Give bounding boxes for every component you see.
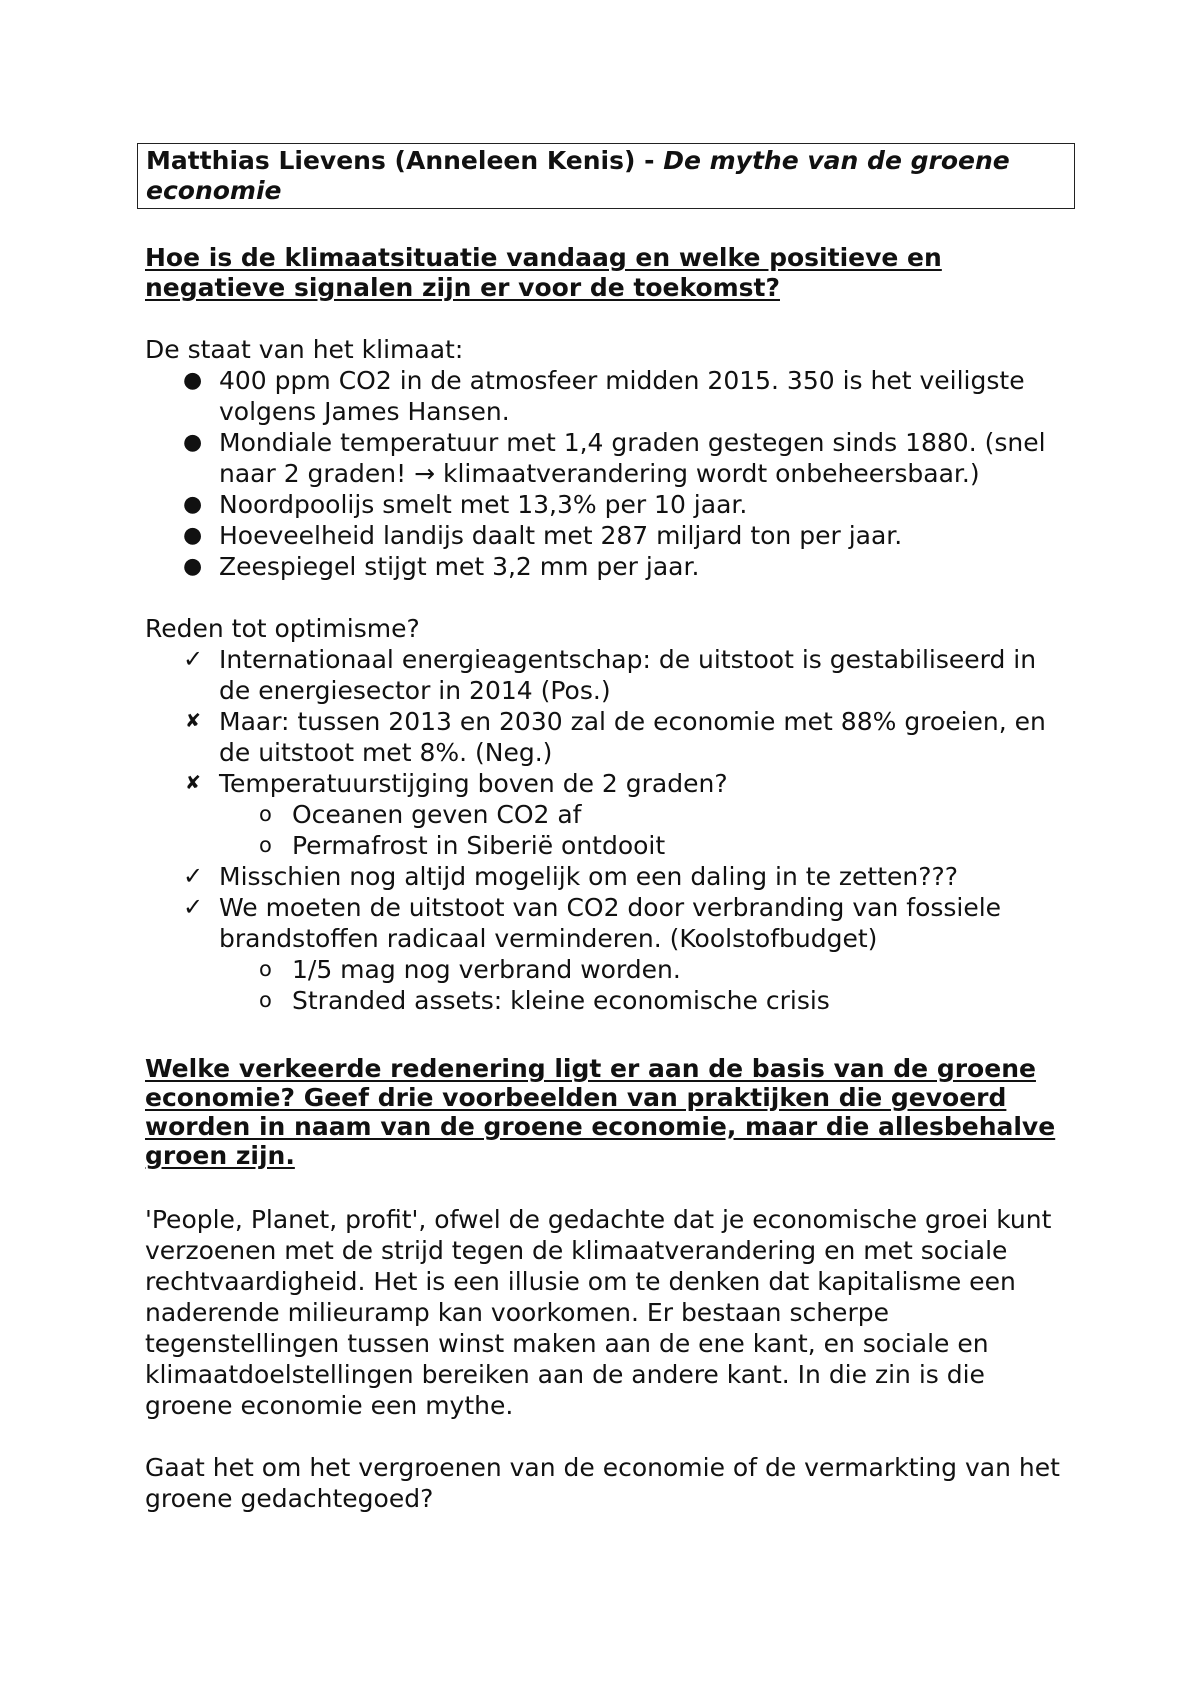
list-item: ● 400 ppm CO2 in de atmosfeer midden 2015. 350 is het veiligste volgens James Hansen. <box>183 366 1025 426</box>
state-list <box>145 365 1075 582</box>
list-item: ✓ We moeten de uitstoot van CO2 door verbranding van fossiele brandstoffen radicaal verminderen. (Koolstofbudget) o 1/5 mag nog verbrand worden. o Stranded assets: kleine economische crisis <box>145 892 1075 1016</box>
bullet-icon: ● <box>183 554 203 579</box>
question-heading-2: Welke verkeerde redenering ligt er aan de basis van de groene economie? Geef drie voorbeelden van praktijken die gevoerd worden in naam van de groene economie, maar die allesbehalve groen zijn. <box>145 1054 1056 1170</box>
sub-list-item: o Permafrost in Siberië ontdooit <box>259 831 666 860</box>
question-heading-1: Hoe is de klimaatsituatie vandaag en welke positieve en negatieve signalen zijn er voor de toekomst? <box>145 243 942 302</box>
sub-list <box>219 954 1075 1016</box>
list-item: ● Mondiale temperatuur met 1,4 graden gestegen sinds 1880. (snel naar 2 graden! → klimaatverandering wordt onbeheersbaar.) <box>183 428 1046 488</box>
paragraph-2: Gaat het om het vergroenen van de economie of de vermarkting van het groene gedachtegoed? <box>145 1453 1060 1513</box>
circle-bullet-icon: o <box>259 802 272 826</box>
sub-list <box>219 799 1075 861</box>
bullet-icon: ● <box>183 430 203 455</box>
cross-icon: ✘ <box>185 772 201 794</box>
circle-bullet-icon: o <box>259 988 272 1012</box>
state-label: De staat van het klimaat: <box>145 335 464 364</box>
title-authors: Matthias Lievens (Anneleen Kenis) - <box>146 146 664 175</box>
check-icon: ✓ <box>183 893 204 921</box>
optimism-list <box>145 644 1075 1016</box>
list-item: ✘ Maar: tussen 2013 en 2030 zal de economie met 88% groeien, en de uitstoot met 8%. (Neg.) <box>185 707 1046 767</box>
check-icon: ✓ <box>183 645 204 673</box>
document-title <box>137 143 1075 209</box>
title-book: De mythe van de groene economie <box>146 146 1010 205</box>
check-icon: ✓ <box>183 862 204 890</box>
list-item: ✓ Misschien nog altijd mogelijk om een daling in te zetten??? <box>183 862 959 891</box>
sub-list-item: o Oceanen geven CO2 af <box>259 800 582 829</box>
bullet-icon: ● <box>183 492 203 517</box>
list-item: ● Hoeveelheid landijs daalt met 287 miljard ton per jaar. <box>183 521 903 550</box>
cross-icon: ✘ <box>185 710 201 732</box>
optimism-label: Reden tot optimisme? <box>145 614 420 643</box>
sub-list-item: o 1/5 mag nog verbrand worden. <box>259 955 681 984</box>
list-item: ● Noordpoolijs smelt met 13,3% per 10 jaar. <box>183 490 748 519</box>
paragraph-1: 'People, Planet, profit', ofwel de gedachte dat je economische groei kunt verzoenen met de strijd tegen de klimaatverandering en met sociale rechtvaardigheid. Het is een illusie om te denken dat kapitalisme een naderende milieuramp kan voorkomen. Er bestaan scherpe tegenstellingen tussen winst maken aan de ene kant, en sociale en klimaatdoelstellingen bereiken aan de andere kant. In die zin is die groene economie een mythe. <box>145 1205 1052 1420</box>
circle-bullet-icon: o <box>259 833 272 857</box>
list-item: ✘ Temperatuurstijging boven de 2 graden? o Oceanen geven CO2 af o Permafrost in Siberië ontdooit <box>145 768 1075 861</box>
bullet-icon: ● <box>183 368 203 393</box>
bullet-icon: ● <box>183 523 203 548</box>
sub-list-item: o Stranded assets: kleine economische crisis <box>259 986 830 1015</box>
list-item: ● Zeespiegel stijgt met 3,2 mm per jaar. <box>183 552 700 581</box>
list-item: ✓ Internationaal energieagentschap: de uitstoot is gestabiliseerd in de energiesector in 2014 (Pos.) <box>183 645 1037 705</box>
circle-bullet-icon: o <box>259 957 272 981</box>
document-page <box>145 143 1075 1514</box>
